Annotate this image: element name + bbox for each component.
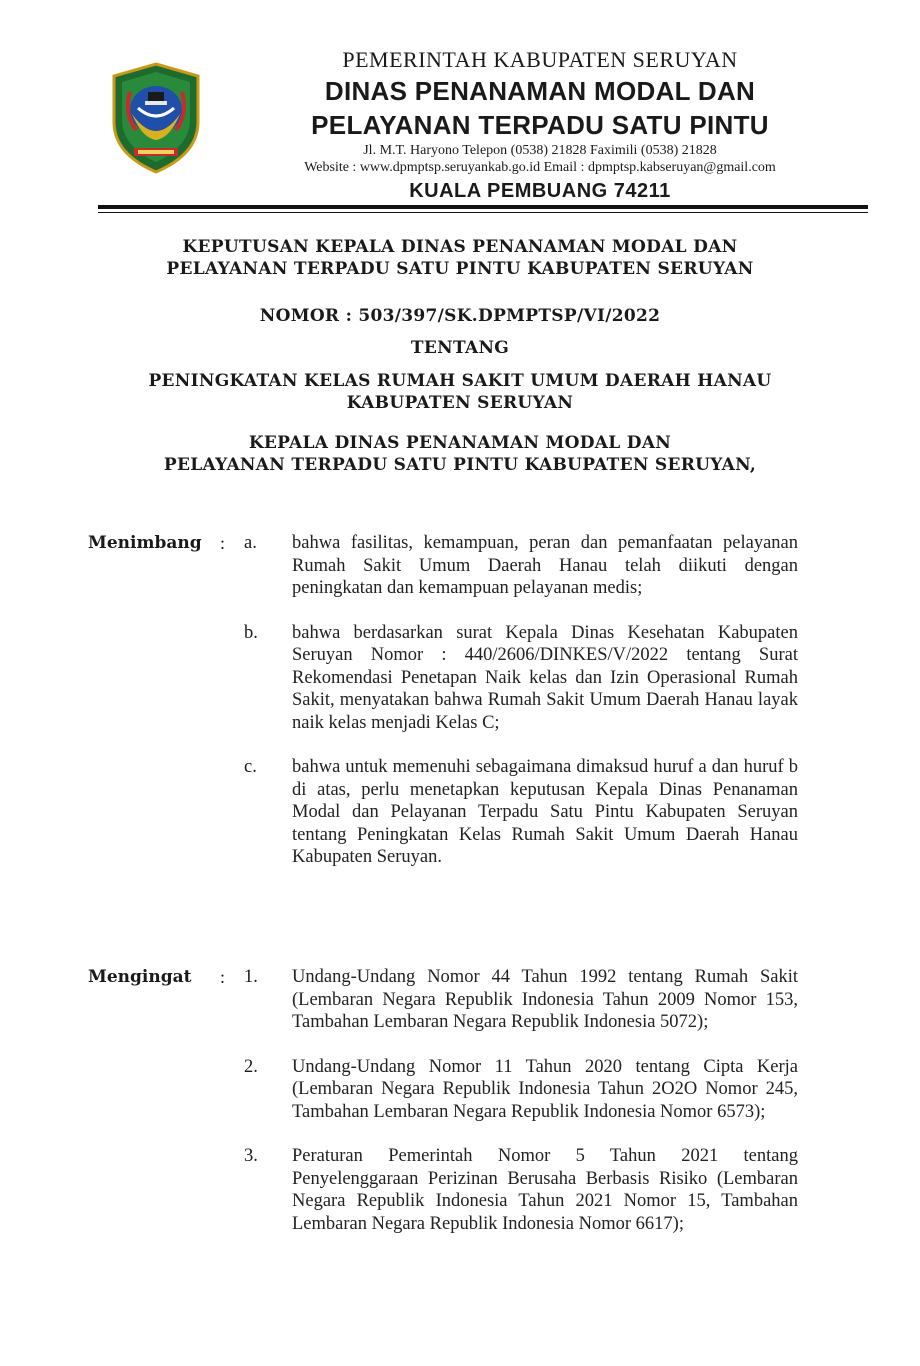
agency-contact: Website : www.dpmptsp.seruyankab.go.id Email : dpmptsp.kabseruyan@gmail.com bbox=[304, 160, 776, 175]
government-name: PEMERINTAH KABUPATEN SERUYAN bbox=[342, 47, 738, 72]
decree-authority bbox=[80, 432, 840, 476]
agency-name-line2: PELAYANAN TERPADU SATU PINTU bbox=[311, 110, 769, 140]
kabupaten-seruyan-emblem-icon bbox=[110, 62, 202, 174]
decree-number: NOMOR : 503/397/SK.DPMPTSP/VI/2022 bbox=[259, 306, 661, 326]
list-item bbox=[88, 622, 798, 735]
list-item-marker: 1. bbox=[244, 967, 258, 987]
decree-authority-line1: KEPALA DINAS PENANAMAN MODAL DAN bbox=[248, 433, 672, 453]
list-item-marker: c. bbox=[244, 757, 257, 777]
menimbang-section bbox=[88, 532, 798, 891]
list-item-marker: 3. bbox=[244, 1146, 258, 1166]
agency-city: KUALA PEMBUANG 74211 bbox=[409, 180, 671, 202]
mengingat-section bbox=[88, 966, 798, 1257]
letterhead-divider-thick bbox=[98, 205, 868, 209]
list-item-marker: b. bbox=[244, 622, 258, 643]
list-item-text: Peraturan Pemerintah Nomor 5 Tahun 2021 tentang Penyelenggaraan Perizinan Berusaha Berbasis Risiko (Lembaran Negara Republik Indonesia Tahun 2021 Nomor 15, Tambahan Lembaran Negara Republik Indonesia Nomor 6617); bbox=[292, 1146, 798, 1234]
letterhead-divider-thin bbox=[98, 212, 868, 213]
decree-title-line2: PELAYANAN TERPADU SATU PINTU KABUPATEN SERUYAN bbox=[166, 259, 754, 279]
list-item-text: bahwa berdasarkan surat Kepala Dinas Kesehatan Kabupaten Seruyan Nomor : 440/2606/DINKES/V/2022 tentang Surat Rekomendasi Penetapan Naik kelas dan Izin Operasional Rumah Sakit, menyatakan bahwa Rumah Sakit Umum Daerah Hanau layak naik kelas menjadi Kelas C; bbox=[292, 622, 798, 733]
decree-about-label: TENTANG bbox=[410, 338, 510, 358]
decree-subject bbox=[80, 370, 840, 414]
list-item-marker: a. bbox=[244, 533, 257, 553]
list-item bbox=[88, 532, 798, 600]
list-item bbox=[88, 756, 798, 869]
agency-name-line1: DINAS PENANAMAN MODAL DAN bbox=[324, 76, 756, 106]
menimbang-label: Menimbang bbox=[88, 533, 202, 553]
list-item-text: Undang-Undang Nomor 11 Tahun 2020 tentang Cipta Kerja (Lembaran Negara Republik Indonesia Tahun 2O2O Nomor 245, Tambahan Lembaran Negara Republik Indonesia Nomor 6573); bbox=[292, 1056, 798, 1122]
list-item-text: Undang-Undang Nomor 44 Tahun 1992 tentang Rumah Sakit (Lembaran Negara Republik Indonesia Tahun 2009 Nomor 153, Tambahan Lembaran Negara Republik Indonesia 5072); bbox=[292, 967, 798, 1032]
agency-address: Jl. M.T. Haryono Telepon (0538) 21828 Faximili (0538) 21828 bbox=[363, 143, 717, 158]
list-item-text: bahwa fasilitas, kemampuan, peran dan pemanfaatan pelayanan Rumah Sakit Umum Daerah Hanau telah diikuti dengan peningkatan dan kemampuan pelayanan medis; bbox=[292, 533, 798, 598]
decree-title bbox=[80, 236, 840, 280]
decree-subject-line1: PENINGKATAN KELAS RUMAH SAKIT UMUM DAERAH HANAU bbox=[148, 371, 772, 391]
decree-subject-line2: KABUPATEN SERUYAN bbox=[346, 393, 574, 413]
letterhead bbox=[210, 46, 870, 204]
list-item bbox=[88, 1056, 798, 1124]
list-item bbox=[88, 1145, 798, 1235]
list-item bbox=[88, 966, 798, 1034]
mengingat-label: Mengingat bbox=[88, 967, 192, 987]
list-item-marker: 2. bbox=[244, 1056, 258, 1077]
mengingat-colon: : bbox=[220, 967, 226, 987]
menimbang-colon: : bbox=[220, 533, 226, 553]
list-item-text: bahwa untuk memenuhi sebagaimana dimaksud huruf a dan huruf b di atas, perlu menetapkan keputusan Kepala Dinas Penanaman Modal dan Pelayanan Terpadu Satu Pintu Kabupaten Seruyan tentang Peningkatan Kelas Rumah Sakit Umum Daerah Hanau Kabupaten Seruyan. bbox=[292, 757, 798, 867]
decree-title-line1: KEPUTUSAN KEPALA DINAS PENANAMAN MODAL DAN bbox=[182, 237, 738, 257]
decree-authority-line2: PELAYANAN TERPADU SATU PINTU KABUPATEN SERUYAN, bbox=[163, 455, 757, 475]
